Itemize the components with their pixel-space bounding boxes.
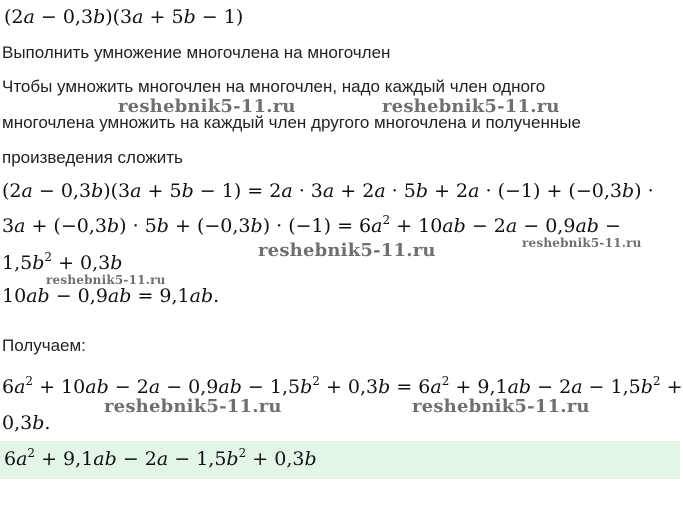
final-answer: $6a^2 + 9,1ab - 2a - 1,5b^2 + 0,3b$ bbox=[4, 446, 317, 470]
rule-line-2: многочлена умножить на каждый член другого многочлена и полученные bbox=[2, 113, 581, 132]
expansion-line-3: $1,5b^2 + 0,3b$ bbox=[2, 250, 123, 274]
task-text: Выполнить умножение многочлена на многочлен bbox=[2, 43, 391, 62]
watermark: reshebnik5-11.ru bbox=[412, 396, 590, 417]
expansion-line-2: $3a + (-0,3b) \cdot 5b + (-0,3b) \cdot (-1) = 6a^2 + 10ab - 2a - 0,9ab$ − bbox=[2, 213, 621, 237]
rule-line-3: произведения сложить bbox=[2, 148, 183, 167]
watermark: reshebnik5-11.ru bbox=[118, 96, 296, 117]
expansion-line-1: (2a − 0,3b)(3a + 5b − 1) = 2a · 3a + 2a · 5b + 2a · (−1) + (−0,3b) · bbox=[2, 180, 654, 202]
rule-line-1: Чтобы умножить многочлен на многочлен, надо каждый член одного bbox=[2, 77, 546, 96]
simplification-line-2: 0,3b. bbox=[2, 412, 51, 434]
watermark: reshebnik5-11.ru bbox=[522, 236, 642, 250]
watermark: reshebnik5-11.ru bbox=[382, 96, 560, 117]
result-label: Получаем: bbox=[2, 336, 86, 355]
simplification-line-1: $6a^2 + 10ab - 2a - 0,9ab - 1,5b^2 + 0,3b = 6a^2 + 9,1ab - 2a - 1,5b^2$ + bbox=[2, 374, 683, 398]
problem-expression: (2a − 0,3b)(3a + 5b − 1) bbox=[4, 6, 244, 28]
like-terms-line: 10ab − 0,9ab = 9,1ab. bbox=[2, 285, 220, 307]
watermark: reshebnik5-11.ru bbox=[258, 240, 436, 261]
watermark: reshebnik5-11.ru bbox=[46, 273, 166, 287]
watermark: reshebnik5-11.ru bbox=[104, 396, 282, 417]
